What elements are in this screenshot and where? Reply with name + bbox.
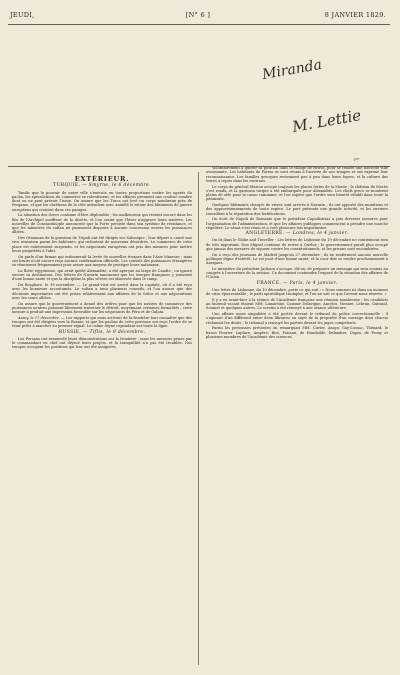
article-paragraph: Parmi les personnes présentes on remarquait MM. Cuvier, Arago, Gay-Lussac, Thénard, le baron Fourier, Laplace, Ampère, Biot, Poisson, de Humboldt, Delambre, Dupin, de Prony et plusieurs membres de l'Académie des sciences. [206,326,388,339]
article-paragraph: Quelques bâtiments chargés de vivres sont arrivés à Navarin ; ils ont apporté des munitions et des approvisionnements de toute espèce. Le port présente une grande activité, et les ouvriers travaillent à la réparation des fortifications. [206,203,388,216]
article-paragraph: On parle d'un firman qui ordonnerait la levée de nouvelles troupes dans l'Asie Mineure ; mais ces bruits n'ont encore reçu aucune confirmation officielle. Les consuls des puissances étrangères se réunissent fréquemment pour aviser aux moyens de protéger leurs nationaux. [12,254,192,267]
bosnie-text: Les rapports qui nous arrivent de la frontière font connaître que des troupes ont été dirigées vers la Bosnie, et que les pachas de cette province ont reçu l'ordre de se tenir prêts à marcher au premier signal. Le calme règne cependant sur toute la ligne. [12,315,192,329]
article-paragraph: On a reçu des journaux de Madrid jusqu'au 27 décembre ; ils ne renferment aucune nouvelle politique digne d'intérêt. Le roi jouit d'une bonne santé, et la cour doit se rendre prochainement à Aranjuez. [206,252,388,265]
angleterre-dateline: Londres, le 4 janvier. [292,231,349,236]
article-paragraph: Tandis que le pouvoir de notre ville s'exécute en toutes proportions contre les agents du pacha, les spéculations du commerce se ralentissent, et les affaires prennent une couleur sombre dont on ne peut prévoir l'issue. On assure que les Turcs ont levé un corps nombreux près de Pergame, et que les chrétiens de la côte attendent avec anxiété le retour des bâtiments de guerre européens qui croisent dans ces parages. [12,190,192,212]
header-rule [8,24,390,25]
handwritten-note-1: Miranda [261,56,324,84]
article-paragraph: La flotte égyptienne, qui avait quitté Alexandrie, a été aperçue au large de Candie ; on ignore encore sa destination. Des lettres de Navarin annoncent que les troupes françaises y jouissent d'une bonne santé et que la discipline la plus sévère est observée dans le camp. [12,268,192,282]
article-paragraph: Du Bosphore, le 19 novembre. — Le grand-visir est arrivé dans la capitale, où il a été reçu avec les honneurs accoutumés. Le sultan a tenu plusieurs conseils, et l'on assure que des décisions importantes ont été prises relativement aux affaires de la Grèce et aux négociations avec les cours alliées. [12,283,192,300]
article-paragraph: Des Ottomans de la garnison de Tripoli ont été dirigés sur Salonique ; leur départ a causé une vive sensation parmi les habitants, qui redoutent de nouveaux désordres. Le commerce de cette place est entièrement suspendu, et les négociants européens ont pris des mesures pour mettre leurs propriétés à l'abri. [12,236,192,253]
russie-dateline: Tiflis, le 9 décembre. [89,329,146,335]
article-paragraph: Il y a eu avant-hier à la séance de l'Académie française une réunion nombreuse ; les candidats au fauteuil vacant étaient MM. Lamartine, Casimir Delavigne, Ancelot, Viennet, Lebrun, Guiraud, Soumet et quelques autres. Le scrutin a été renvoyé à une séance ultérieure. [206,297,388,311]
angleterre-place: ANGLETERRE. [245,231,285,236]
russie-place: RUSSIE. [58,329,82,335]
angleterre-heading: ANGLETERRE. — Londres, le 4 janvier. [245,231,349,236]
france-place: FRANCE. [256,280,282,286]
article-paragraph: Une lettre de Lisbonne, du 10 décembre, porte ce qui suit : « Nous sommes ici dans un moment de crise épouvantable ; le parti apostolique triomphe, et l'on ne sait ce que l'avenir nous réserve. » [206,287,388,296]
left-column [12,175,192,351]
masthead [10,8,386,22]
page-mark: pe- [354,156,361,161]
france-dateline: Paris, le 4 janvier. [289,280,338,286]
turquie-heading: TURQUIE. — Smyrne, le 6 décembre. [53,183,151,189]
france-heading: FRANCE. — Paris, le 4 janvier. [256,280,338,286]
article-paragraph: On assure que le gouvernement a donné des ordres pour que les navires de commerce des puissances neutres puissent librement traverser le détroit, moyennant certaines formalités ; cette mesure a produit une impression favorable sur les négociants de Péra et de Galata. [12,301,192,314]
section-title: EXTÉRIEUR. [74,175,130,183]
article-paragraph: Les Persans ont renouvelé leurs démonstrations sur la frontière ; mais les mesures prises par le commandant en chef ont déjoué leurs projets, et la tranquillité n'a pas été troublée. Nos troupes occupent les positions qui leur ont été assignées. [12,336,192,350]
article-paragraph: Une affaire assez singulière a été portée devant le tribunal de police correctionnelle : il s'agissait d'un différend entre deux libraires au sujet de la propriété d'un ouvrage dont chacun réclamait les droits ; le tribunal a renvoyé les parties devant les juges compétents. [206,312,388,325]
handwritten-signature: M. Lettie [290,106,363,136]
article-paragraph: On lit dans le Globe and Traveller : Les lettres de Lisbonne du 19 décembre ne contiennent rien de très important. Don Miguel continue de rester à Queluz ; le gouvernement paraît plus occupé que jamais des mesures de rigueur contre les constitutionnels, et les prisons sont encombrées. [206,238,388,251]
article-paragraph: La situation des Grecs continue d'être déplorable ; les malheureux qui restent encore dans les îles de l'Archipel souffrent de la disette, et l'on craint que l'hiver n'aggrave leurs misères. Les nouvelles de Constantinople annoncent que la Porte persiste dans son système de résistance, et que les ministres du sultan ne paraissent disposés à aucune concession envers les puissances alliées. [12,213,192,235]
article-paragraph: Assey, le 17 décembre. — Les rapports qui nous arrivent de la frontière font connaître que des troupes ont été dirigées vers la Bosnie, et que les pachas de cette province ont reçu l'ordre de se tenir prêts à marcher au premier signal. Le calme règne cependant sur toute la ligne. [12,315,192,329]
turquie-dateline: Smyrne, le 6 décembre. [88,183,151,189]
article-paragraph: Volontairement à quitter sa position dans le village de Patras, pour se rendre une nouvelle ville avoisinante. Les habitants de Patras se sont réunis à l'arrivée de nos troupes et ont exprimé leur reconnaissance. Les familles grecques reviennent peu à peu dans leurs foyers, et la culture des terres a repris dans les environs. [206,166,388,183]
blank-header-area [8,26,390,164]
bosnie-dateline: Assey, le 17 décembre. [18,315,60,320]
article-paragraph: Le ministère du président Jackson s'occupe, dit-on, de préparer un message qui sera soumis au congrès à l'ouverture de la session. Ce document contiendra l'exposé de la situation des affaires de l'Union. [206,266,388,280]
right-column [206,166,388,341]
russie-heading: RUSSIE. — Tiflis, le 9 décembre. [58,329,146,335]
article-paragraph: On écrit de Napoli de Romanie que le président Capodistrias a pris diverses mesures pour l'organisation de l'administration, et que les affaires publiques commencent à prendre une marche régulière. Le sénat s'est réuni et a voté plusieurs lois importantes. [206,217,388,230]
column-divider [198,172,199,665]
article-paragraph: Le corps du général Maison occupe toujours les places fortes de la Morée ; le château de Morée s'est rendu, et la garnison turque a été embarquée pour Alexandrie. Les chefs grecs se montrent pleins de zèle pour la cause commune, et l'on espère que l'ordre sera bientôt rétabli dans toute la péninsule. [206,184,388,202]
issue-number: [N° 6 ] [185,11,211,19]
turquie-place: TURQUIE. [53,183,81,189]
weekday: JEUDI, [10,11,35,19]
issue-date: 8 JANVIER 1829. [324,11,386,19]
